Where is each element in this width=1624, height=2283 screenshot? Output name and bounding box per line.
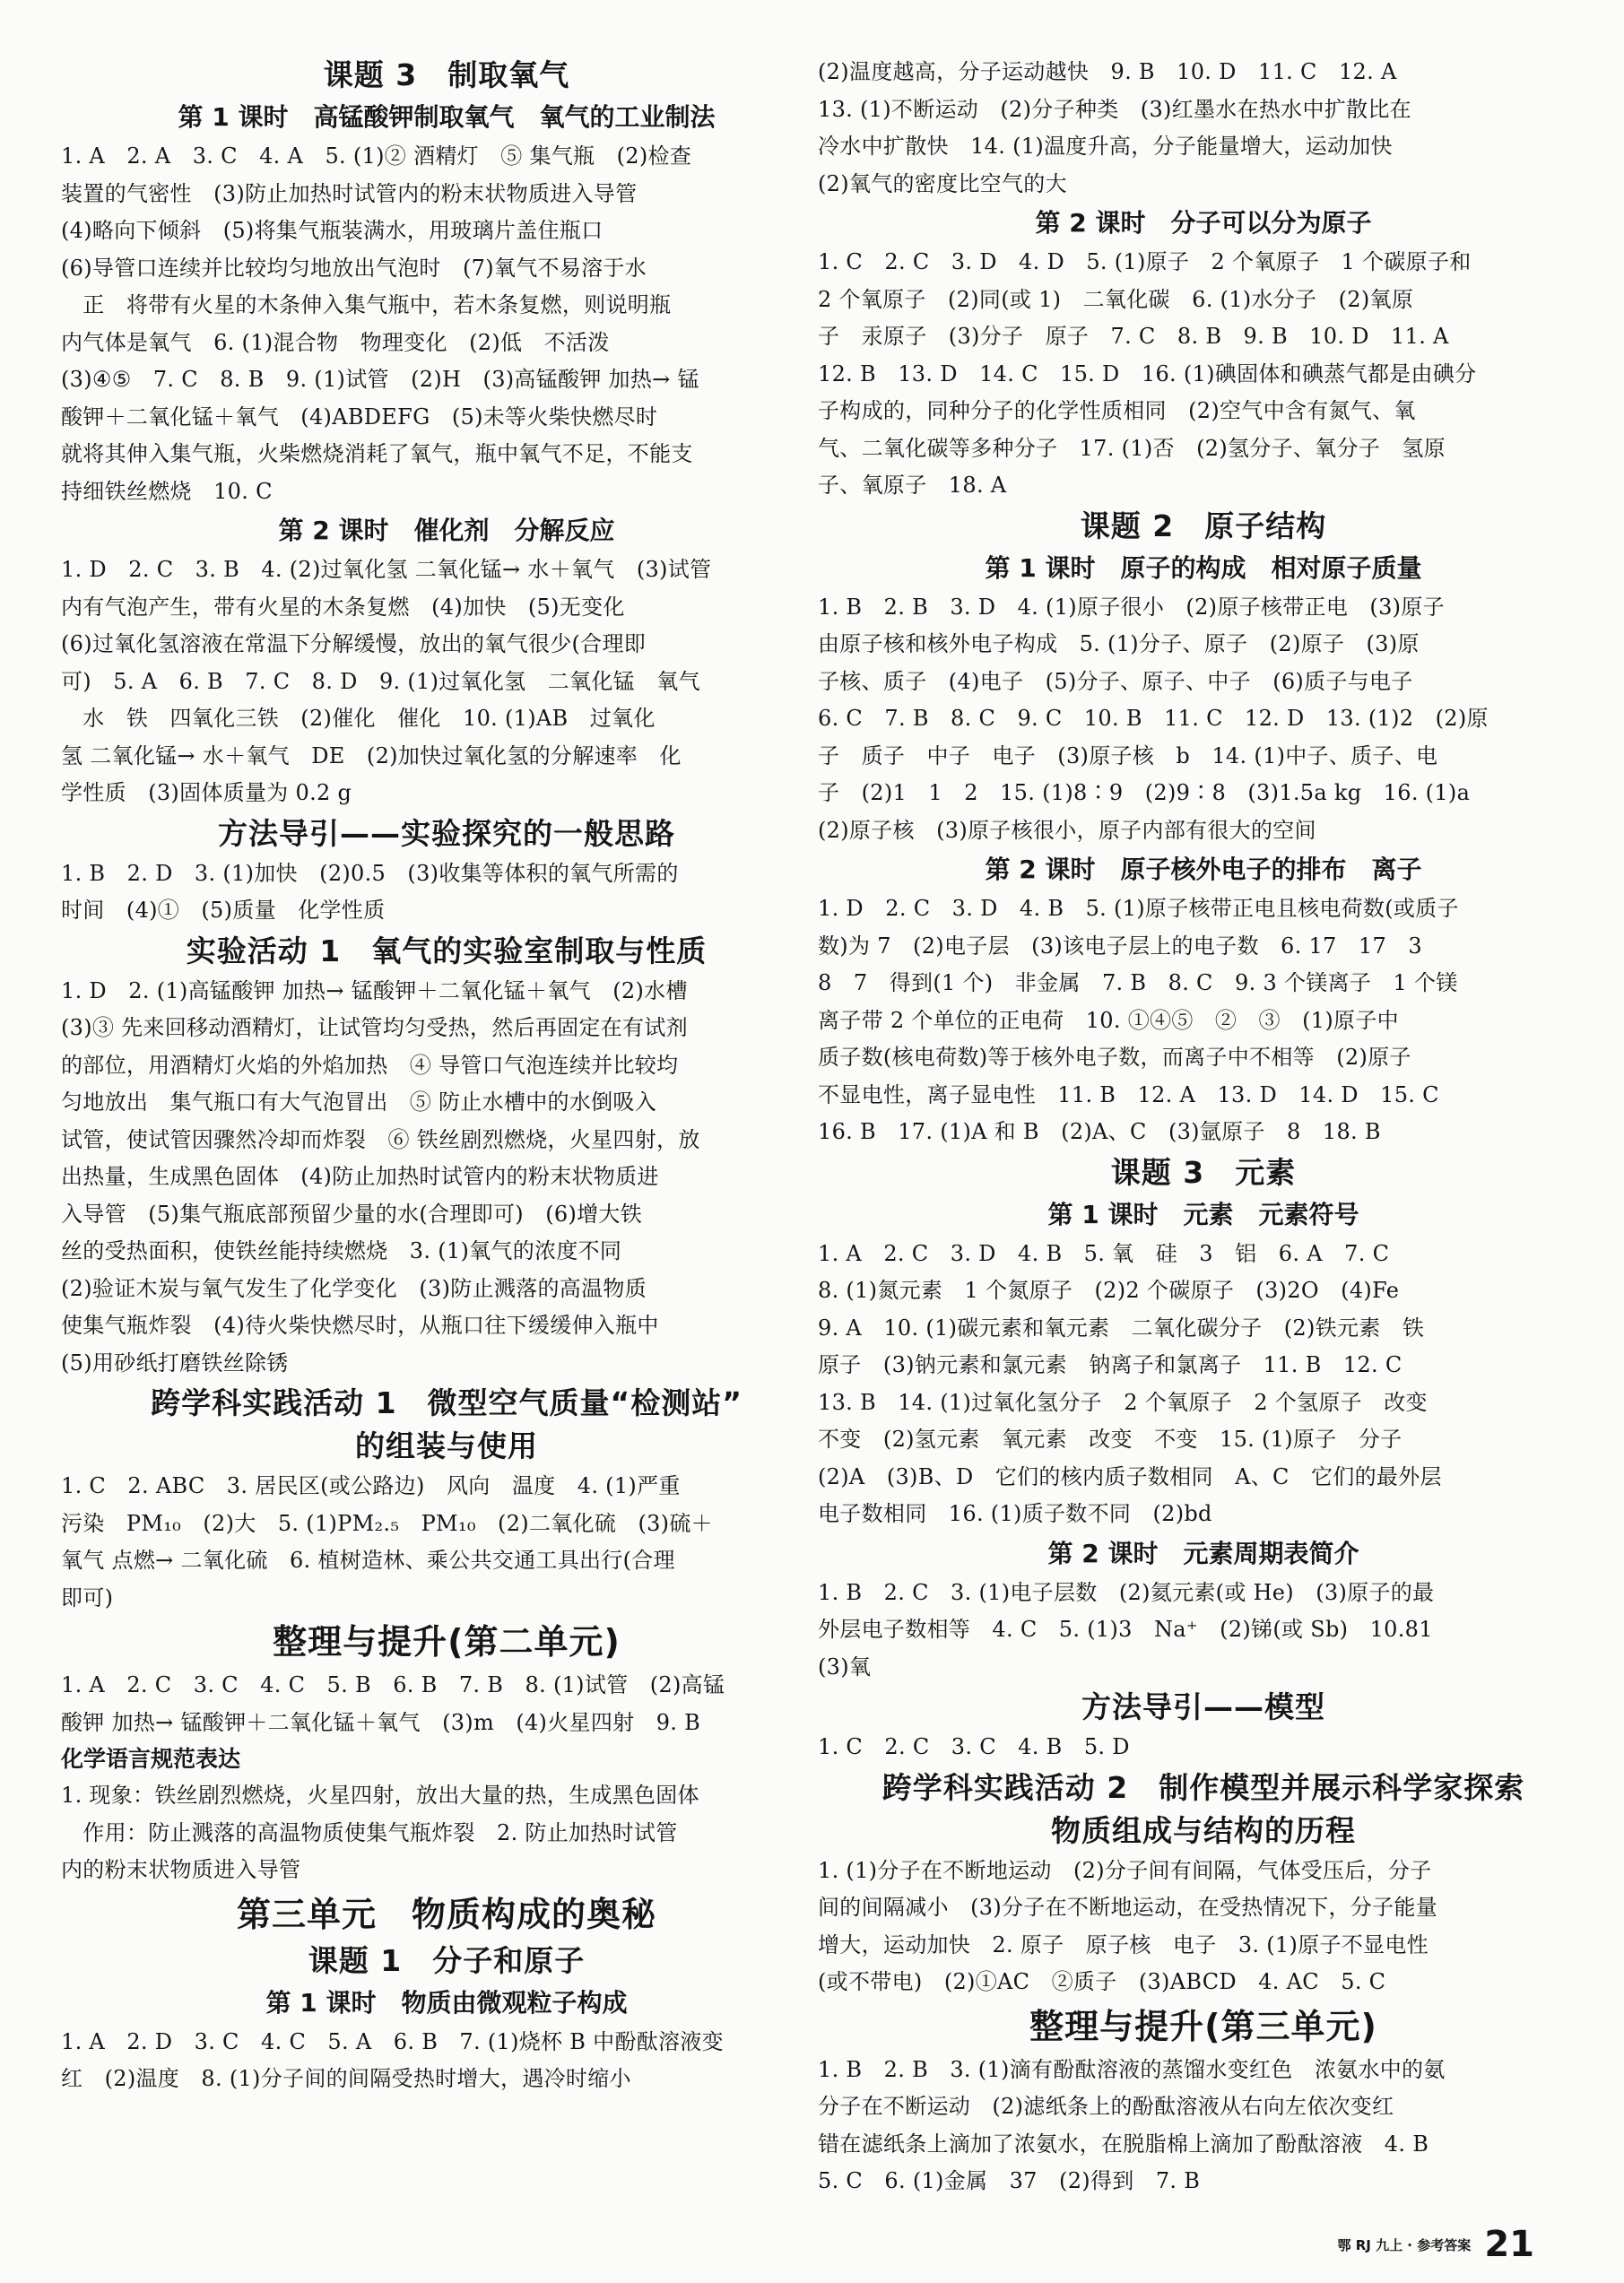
answer-line: (5)用砂纸打磨铁丝除锈 — [61, 1350, 289, 1376]
section-heading: 第 1 课时 原子的构成 相对原子质量 — [985, 552, 1422, 583]
answer-line: 1. 现象：铁丝剧烈燃烧，火星四射，放出大量的热，生成黑色固体 — [61, 1783, 699, 1808]
answer-line: (2)A (3)B、D 它们的核内质子数相同 A、C 它们的最外层 — [818, 1463, 1442, 1489]
section-heading: 第 2 课时 催化剂 分解反应 — [278, 516, 615, 545]
answer-line: 时间 (4)① (5)质量 化学性质 — [61, 898, 386, 923]
answer-line: 间的间隔减小 (3)分子在不断地运动，在受热情况下，分子能量 — [818, 1895, 1437, 1920]
footer-note: 鄂 RJ 九上 · 参考答案 — [1337, 2236, 1472, 2253]
section-heading: 第 1 课时 高锰酸钾制取氧气 氧气的工业制法 — [178, 102, 716, 132]
answer-line: 6. C 7. B 8. C 9. C 10. B 11. C 12. D 13. (1)2 (2)原 — [818, 706, 1489, 731]
answer-line: 1. A 2. C 3. C 4. C 5. B 6. B 7. B 8. (1)试管 (2)高锰 — [61, 1672, 725, 1697]
answer-line: 子构成的，同种分子的化学性质相同 (2)空气中含有氮气、氧 — [818, 398, 1416, 423]
answer-line: 作用：防止溅落的高温物质使集气瓶炸裂 2. 防止加热时试管 — [61, 1819, 678, 1845]
section-heading: 第 1 课时 物质由微观粒子构成 — [265, 1987, 628, 2018]
section-heading: 课题 1 分子和原子 — [308, 1942, 586, 1978]
answer-line: 1. C 2. C 3. D 4. D 5. (1)原子 2 个氧原子 1 个碳原子和 — [818, 249, 1472, 274]
answer-line: 分子在不断运动 (2)滤纸条上的酚酞溶液从右向左依次变红 — [818, 2094, 1394, 2119]
answer-line: 子核、质子 (4)电子 (5)分子、原子、中子 (6)质子与电子 — [818, 668, 1413, 694]
answer-line: 水 铁 四氧化三铁 (2)催化 催化 10. (1)AB 过氧化 — [61, 706, 656, 731]
section-heading: 实验活动 1 氧气的实验室制取与性质 — [186, 933, 708, 968]
answer-line: (或不带电) (2)①AC ②质子 (3)ABCD 4. AC 5. C — [818, 1969, 1386, 1994]
answer-line: 13. B 14. (1)过氧化氢分子 2 个氧原子 2 个氢原子 改变 — [818, 1389, 1428, 1415]
answer-line: 错在滤纸条上滴加了浓氨水，在脱脂棉上滴加了酚酞溶液 4. B — [818, 2131, 1429, 2157]
answer-line: 1. D 2. C 3. D 4. B 5. (1)原子核带正电且核电荷数(或质子 — [818, 896, 1459, 921]
answer-line: (2)原子核 (3)原子核很小，原子内部有很大的空间 — [818, 817, 1316, 843]
section-heading: 方法导引——模型 — [1081, 1689, 1325, 1724]
answer-line: 内气体是氧气 6. (1)混合物 物理变化 (2)低 不活泼 — [61, 329, 610, 355]
answer-line: (3)氧 — [818, 1654, 872, 1680]
answer-line: 内有气泡产生，带有火星的木条复燃 (4)加快 (5)无变化 — [61, 594, 625, 620]
answer-line: 子 质子 中子 电子 (3)原子核 b 14. (1)中子、质子、电 — [818, 742, 1438, 768]
answer-line: 红 (2)温度 8. (1)分子间的间隔受热时增大，遇冷时缩小 — [61, 2066, 631, 2091]
section-heading: 方法导引——实验探究的一般思路 — [218, 815, 675, 851]
answer-line: 氧气 点燃→ 二氧化硫 6. 植树造林、乘公共交通工具出行(合理 — [61, 1548, 675, 1573]
answer-line: 即可) — [61, 1584, 114, 1610]
page-footer — [1338, 2224, 1535, 2265]
answer-line: 出热量，生成黑色固体 (4)防止加热时试管内的粉末状物质进 — [61, 1164, 659, 1189]
answer-line: 原子 (3)钠元素和氯元素 钠离子和氯离子 11. B 12. C — [818, 1352, 1403, 1377]
section-heading: 物质组成与结构的历程 — [1051, 1812, 1356, 1848]
answer-line: 12. B 13. D 14. C 15. D 16. (1)碘固体和碘蒸气都是由碘分 — [818, 360, 1477, 386]
answer-line: 入导管 (5)集气瓶底部预留少量的水(合理即可) (6)增大铁 — [61, 1201, 643, 1227]
answer-line: 1. C 2. ABC 3. 居民区(或公路边) 风向 温度 4. (1)严重 — [61, 1473, 681, 1498]
section-heading: 第 2 课时 元素周期表简介 — [1047, 1538, 1359, 1568]
answer-line: 1. (1)分子在不断地运动 (2)分子间有间隔，气体受压后，分子 — [818, 1857, 1432, 1883]
answer-line: 外层电子数相等 4. C 5. (1)3 Na⁺ (2)锑(或 Sb) 10.81 — [818, 1617, 1433, 1642]
answer-line: (6)导管口连续并比较均匀地放出气泡时 (7)氧气不易溶于水 — [61, 255, 647, 281]
answer-line: 1. A 2. D 3. C 4. C 5. A 6. B 7. (1)烧杯 B 中酚酞溶液变 — [61, 2028, 724, 2054]
answer-line: 1. C 2. C 3. C 4. B 5. D — [818, 1734, 1130, 1759]
section-heading: 化学语言规范表达 — [61, 1746, 241, 1772]
answer-line: 8 7 得到(1 个) 非金属 7. B 8. C 9. 3 个镁离子 1 个镁 — [818, 970, 1458, 995]
answer-line: 气、二氧化碳等多种分子 17. (1)否 (2)氢分子、氧分子 氢原 — [818, 435, 1446, 461]
answer-line: 酸钾＋二氧化锰＋氧气 (4)ABDEFG (5)未等火柴快燃尽时 — [61, 404, 658, 430]
answer-line: 1. D 2. C 3. B 4. (2)过氧化氢 二氧化锰→ 水＋氧气 (3)试管 — [61, 557, 712, 582]
section-heading: 第 2 课时 原子核外电子的排布 离子 — [985, 855, 1422, 884]
answer-line: 氢 二氧化锰→ 水＋氧气 DE (2)加快过氧化氢的分解速率 化 — [61, 742, 682, 768]
answer-line: 丝的受热面积，使铁丝能持续燃烧 3. (1)氧气的浓度不同 — [61, 1238, 622, 1263]
answer-line: 污染 PM₁₀ (2)大 5. (1)PM₂.₅ PM₁₀ (2)二氧化硫 (3)硫＋ — [61, 1510, 713, 1536]
answer-line: (4)略向下倾斜 (5)将集气瓶装满水，用玻璃片盖住瓶口 — [61, 218, 604, 243]
section-heading: 跨学科实践活动 2 制作模型并展示科学家探索 — [881, 1769, 1525, 1805]
answer-line: 1. B 2. C 3. (1)电子层数 (2)氦元素(或 He) (3)原子的最 — [818, 1579, 1435, 1605]
answer-line: 匀地放出 集气瓶口有大气泡冒出 ⑤ 防止水槽中的水倒吸入 — [61, 1089, 657, 1115]
answer-line: 质子数(核电荷数)等于核外电子数，而离子中不相等 (2)原子 — [818, 1045, 1411, 1070]
answer-line: 电子数相同 16. (1)质子数不同 (2)bd — [818, 1501, 1212, 1526]
answer-line: 子 汞原子 (3)分子 原子 7. C 8. B 9. B 10. D 11. A — [818, 324, 1449, 349]
section-heading: 的组装与使用 — [355, 1428, 538, 1463]
answer-line: 由原子核和核外电子构成 5. (1)分子、原子 (2)原子 (3)原 — [818, 631, 1420, 656]
answer-line: 持细铁丝燃烧 10. C — [61, 478, 273, 504]
answer-line: 装置的气密性 (3)防止加热时试管内的粉末状物质进入导管 — [61, 180, 638, 206]
answer-line: 5. C 6. (1)金属 37 (2)得到 7. B — [818, 2168, 1201, 2193]
answer-line: (2)温度越高，分子运动越快 9. B 10. D 11. C 12. A — [818, 59, 1397, 84]
answer-line: 子、氧原子 18. A — [818, 473, 1007, 498]
answer-line: 离子带 2 个单位的正电荷 10. ①④⑤ ② ③ (1)原子中 — [818, 1007, 1399, 1033]
answer-line: 的部位，用酒精灯火焰的外焰加热 ④ 导管口气泡连续并比较均 — [61, 1052, 679, 1078]
answer-line: 酸钾 加热→ 锰酸钾＋二氧化锰＋氧气 (3)m (4)火星四射 9. B — [61, 1709, 701, 1735]
answer-line: 冷水中扩散快 14. (1)温度升高，分子能量增大，运动加快 — [818, 134, 1393, 159]
answer-line: 正 将带有火星的木条伸入集气瓶中，若木条复燃，则说明瓶 — [61, 292, 672, 317]
answer-line: 1. B 2. B 3. D 4. (1)原子很小 (2)原子核带正电 (3)原子 — [818, 594, 1445, 620]
answer-line: 2 个氧原子 (2)同(或 1) 二氧化碳 6. (1)水分子 (2)氧原 — [818, 286, 1414, 312]
answer-line: 16. B 17. (1)A 和 B (2)A、C (3)氩原子 8 18. B — [818, 1119, 1381, 1144]
section-heading: 课题 3 制取氧气 — [323, 57, 570, 92]
answer-line: 试管，使试管因骤然冷却而炸裂 ⑥ 铁丝剧烈燃烧，火星四射，放 — [61, 1126, 700, 1152]
answer-line: 9. A 10. (1)碳元素和氧元素 二氧化碳分子 (2)铁元素 铁 — [818, 1315, 1425, 1341]
section-heading: 课题 2 原子结构 — [1080, 508, 1327, 543]
answer-line: 1. D 2. (1)高锰酸钾 加热→ 锰酸钾＋二氧化锰＋氧气 (2)水槽 — [61, 977, 688, 1003]
section-heading: 整理与提升(第二单元) — [273, 1622, 621, 1662]
answer-line: 1. A 2. C 3. D 4. B 5. 氧 硅 3 铝 6. A 7. C — [818, 1240, 1390, 1266]
answer-line: 子 (2)1 1 2 15. (1)8∶9 (2)9∶8 (3)1.5a kg 16. (1)a — [818, 780, 1471, 805]
answer-line: 1. B 2. D 3. (1)加快 (2)0.5 (3)收集等体积的氧气所需的 — [61, 860, 679, 886]
answer-line: 学性质 (3)固体质量为 0.2 g — [61, 780, 352, 805]
answer-line: 使集气瓶炸裂 (4)待火柴快燃尽时，从瓶口往下缓缓伸入瓶中 — [61, 1313, 659, 1338]
answer-line: (3)④⑤ 7. C 8. B 9. (1)试管 (2)H (3)高锰酸钾 加热→ 锰 — [61, 367, 699, 392]
answer-line: 就将其伸入集气瓶，火柴燃烧消耗了氧气，瓶中氧气不足，不能支 — [61, 441, 693, 466]
answer-line: 8. (1)氮元素 1 个氮原子 (2)2 个碳原子 (3)2O (4)Fe — [818, 1278, 1400, 1303]
section-heading: 跨学科实践活动 1 微型空气质量“检测站” — [151, 1385, 743, 1420]
answer-line: (6)过氧化氢溶液在常温下分解缓慢，放出的氧气很少(合理即 — [61, 631, 647, 656]
section-heading: 第 1 课时 元素 元素符号 — [1047, 1199, 1359, 1229]
answer-line: 不变 (2)氢元素 氧元素 改变 不变 15. (1)原子 分子 — [818, 1427, 1403, 1452]
answer-line: (3)③ 先来回移动酒精灯，让试管均匀受热，然后再固定在有试剂 — [61, 1015, 688, 1040]
answer-line: 增大，运动加快 2. 原子 原子核 电子 3. (1)原子不显电性 — [818, 1931, 1429, 1957]
answer-line: 内的粉末状物质进入导管 — [61, 1857, 301, 1882]
right-column — [818, 54, 1589, 2201]
section-heading: 第三单元 物质构成的奥秘 — [236, 1894, 656, 1934]
left-column — [61, 54, 832, 2098]
section-heading: 整理与提升(第三单元) — [1029, 2006, 1377, 2046]
section-heading: 课题 3 元素 — [1110, 1154, 1297, 1190]
answer-line: 1. B 2. B 3. (1)滴有酚酞溶液的蒸馏水变红色 浓氨水中的氨 — [818, 2056, 1446, 2082]
answer-line: (2)验证木炭与氧气发生了化学变化 (3)防止溅落的高温物质 — [61, 1275, 647, 1301]
answer-line: 可) 5. A 6. B 7. C 8. D 9. (1)过氧化氢 二氧化锰 氧气 — [61, 668, 700, 694]
answer-line: (2)氧气的密度比空气的大 — [818, 170, 1067, 196]
page-number: 21 — [1484, 2224, 1534, 2265]
answer-line: 不显电性，离子显电性 11. B 12. A 13. D 14. D 15. C — [818, 1081, 1439, 1107]
answer-line: 1. A 2. A 3. C 4. A 5. (1)② 酒精灯 ⑤ 集气瓶 (2)检查 — [61, 143, 692, 169]
answer-line: 13. (1)不断运动 (2)分子种类 (3)红墨水在热水中扩散比在 — [818, 96, 1411, 122]
answer-line: 数)为 7 (2)电子层 (3)该电子层上的电子数 6. 17 17 3 — [818, 933, 1422, 959]
section-heading: 第 2 课时 分子可以分为原子 — [1035, 208, 1372, 238]
